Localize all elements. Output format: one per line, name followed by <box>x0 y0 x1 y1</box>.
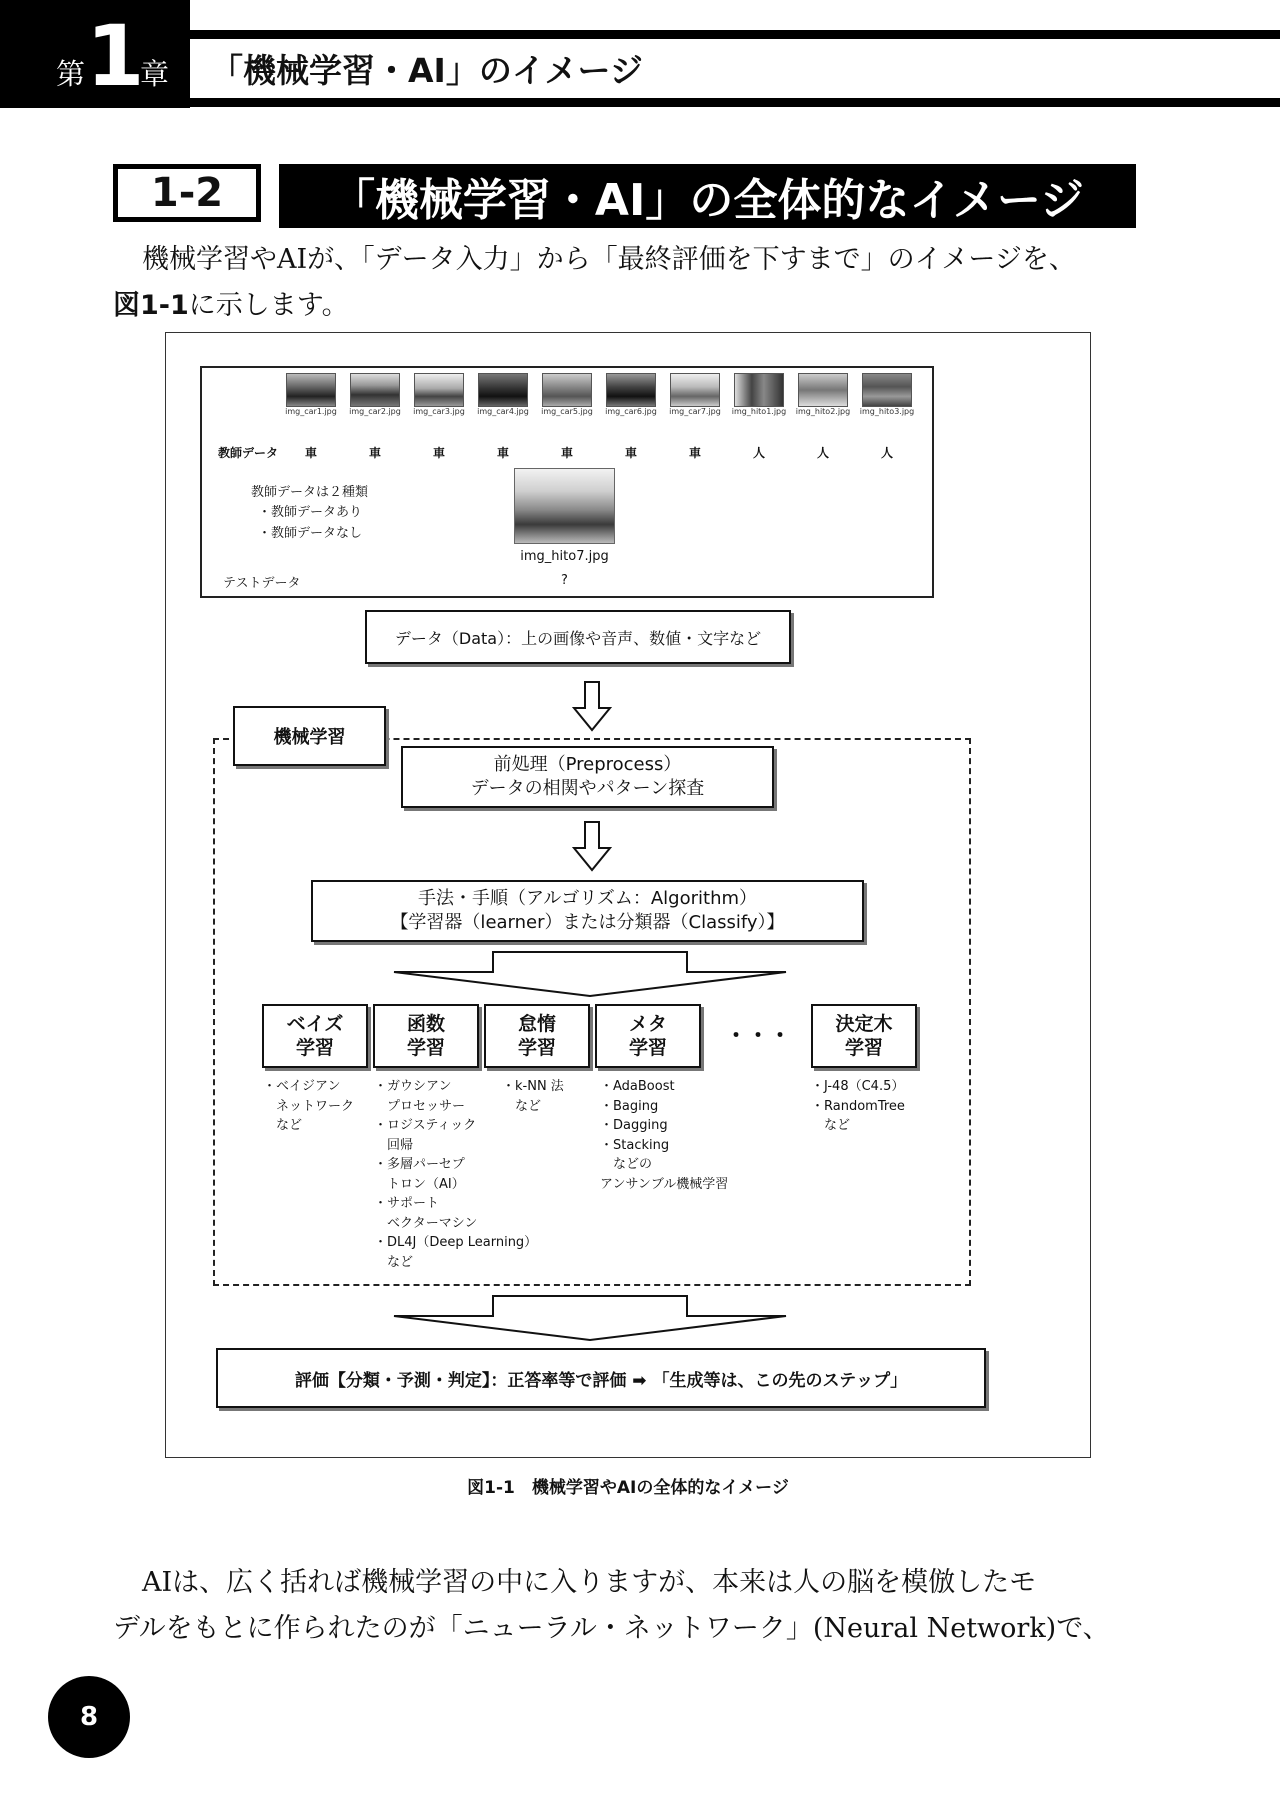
label-hito2: 人 <box>816 446 829 460</box>
header-rule-bottom <box>190 98 1280 107</box>
section-title: 「機械学習・AI」の全体的なイメージ <box>279 164 1136 228</box>
label-car2: 車 <box>368 446 381 460</box>
teacher-note-item-2: ・教師データなし <box>258 526 363 541</box>
test-image <box>514 468 615 544</box>
chapter-title: 「機械学習・AI」のイメージ <box>210 51 643 90</box>
algorithm-lazy-details: ・k-NN 法 など <box>502 1079 564 1114</box>
label-car4: 車 <box>496 446 509 460</box>
algorithm-line-1: 手法・手順（アルゴリズム：Algorithm） <box>417 888 758 909</box>
algorithm-function <box>373 1004 479 1068</box>
section-number: 1-2 <box>113 164 261 222</box>
algorithm-function-details: ・ガウシアン プロセッサー ・ロジスティック 回帰 ・多層パーセプ トロン（AI） ・サポート ベクターマシン ・DL4J（Deep Learning） など <box>374 1079 538 1270</box>
algorithm-decision-tree <box>811 1004 917 1068</box>
algorithm-lazy-subtitle: 学習 <box>517 1037 556 1059</box>
algorithm-decision-tree-details: ・J-48（C4.5） ・RandomTree など <box>811 1079 905 1133</box>
algorithm-box <box>311 880 864 942</box>
label-car6: 車 <box>624 446 637 460</box>
algorithm-decision-tree-subtitle: 学習 <box>844 1037 883 1059</box>
chapter-number: 1 <box>86 7 145 105</box>
label-hito1: 人 <box>752 446 765 460</box>
wide-arrow-2 <box>390 1294 790 1342</box>
algorithm-meta-title: メタ <box>628 1013 667 1035</box>
wide-arrow-1 <box>390 950 790 998</box>
label-hito3: 人 <box>880 446 893 460</box>
chapter-prefix: 第 <box>56 57 86 91</box>
thumbnail-hito2: img_hito2.jpg <box>791 373 855 416</box>
down-arrow-2 <box>570 820 614 872</box>
thumbnail-car7: img_car7.jpg <box>663 373 727 416</box>
machine-learning-label: 機械学習 <box>233 706 386 766</box>
figure-caption: 図1-1 機械学習やAIの全体的なイメージ <box>467 1478 789 1498</box>
algorithm-meta <box>595 1004 701 1068</box>
algorithm-bayes <box>262 1004 368 1068</box>
test-answer: ? <box>561 573 568 588</box>
teacher-data-label: 教師データ <box>218 446 279 460</box>
body-line-2: デルをもとに作られたのが「ニューラル・ネットワーク」(Neural Network)で、 <box>113 1613 1110 1644</box>
figure-reference: 図1-1 <box>113 290 189 321</box>
page-number: 8 <box>48 1676 130 1758</box>
algorithm-bayes-title: ベイズ <box>286 1013 344 1035</box>
label-car5: 車 <box>560 446 573 460</box>
thumbnail-car1: img_car1.jpg <box>279 373 343 416</box>
algorithm-decision-tree-title: 決定木 <box>835 1013 893 1035</box>
thumbnail-car6: img_car6.jpg <box>599 373 663 416</box>
algorithm-line-2: 【学習器（learner）または分類器（Classify）】 <box>390 912 785 933</box>
thumbnail-hito3: img_hito3.jpg <box>855 373 919 416</box>
intro-line-1: 機械学習やAIが、「データ入力」から「最終評価を下すまで」のイメージを、 <box>142 244 1076 275</box>
label-car3: 車 <box>432 446 445 460</box>
algorithm-lazy <box>484 1004 590 1068</box>
data-description-box: データ（Data）：上の画像や音声、数値・文字など <box>365 610 791 664</box>
teacher-note-item-1: ・教師データあり <box>258 505 363 520</box>
thumbnail-car5: img_car5.jpg <box>535 373 599 416</box>
chapter-suffix: 章 <box>140 57 170 91</box>
intro-line-2-rest: に示します。 <box>188 290 349 321</box>
algorithm-function-title: 函数 <box>406 1013 445 1035</box>
body-line-1: AIは、広く括れば機械学習の中に入りますが、本来は人の脳を模倣したモ <box>142 1567 1037 1598</box>
down-arrow-1 <box>570 680 614 732</box>
algorithm-meta-details: ・AdaBoost ・Baging ・Dagging ・Stacking などの アンサンブル機械学習 <box>600 1079 729 1192</box>
ellipsis: ・・・ <box>724 1023 791 1049</box>
test-data-label: テストデータ <box>223 576 301 591</box>
algorithm-meta-subtitle: 学習 <box>628 1037 667 1059</box>
thumbnail-car4: img_car4.jpg <box>471 373 535 416</box>
algorithm-lazy-title: 怠惰 <box>517 1013 556 1035</box>
intro-line-2 <box>113 283 349 329</box>
algorithm-function-subtitle: 学習 <box>406 1037 445 1059</box>
evaluation-box: 評価【分類・予測・判定】：正答率等で評価 ➡ 「生成等は、この先のステップ」 <box>216 1348 986 1408</box>
label-car7: 車 <box>688 446 701 460</box>
preprocess-line-1: 前処理（Preprocess） <box>493 754 682 775</box>
preprocess-box <box>401 746 774 808</box>
preprocess-line-2: データの相関やパターン探査 <box>470 778 705 799</box>
label-car1: 車 <box>304 446 317 460</box>
thumbnail-car2: img_car2.jpg <box>343 373 407 416</box>
thumbnail-hito1: img_hito1.jpg <box>727 373 791 416</box>
thumbnail-car3: img_car3.jpg <box>407 373 471 416</box>
teacher-note: 教師データは２種類 <box>251 485 369 500</box>
algorithm-bayes-subtitle: 学習 <box>295 1037 334 1059</box>
label-row <box>279 444 919 462</box>
test-image-filename: img_hito7.jpg <box>520 549 609 564</box>
header-rule-top <box>190 30 1280 39</box>
algorithm-bayes-details: ・ベイジアン ネットワーク など <box>263 1079 355 1133</box>
